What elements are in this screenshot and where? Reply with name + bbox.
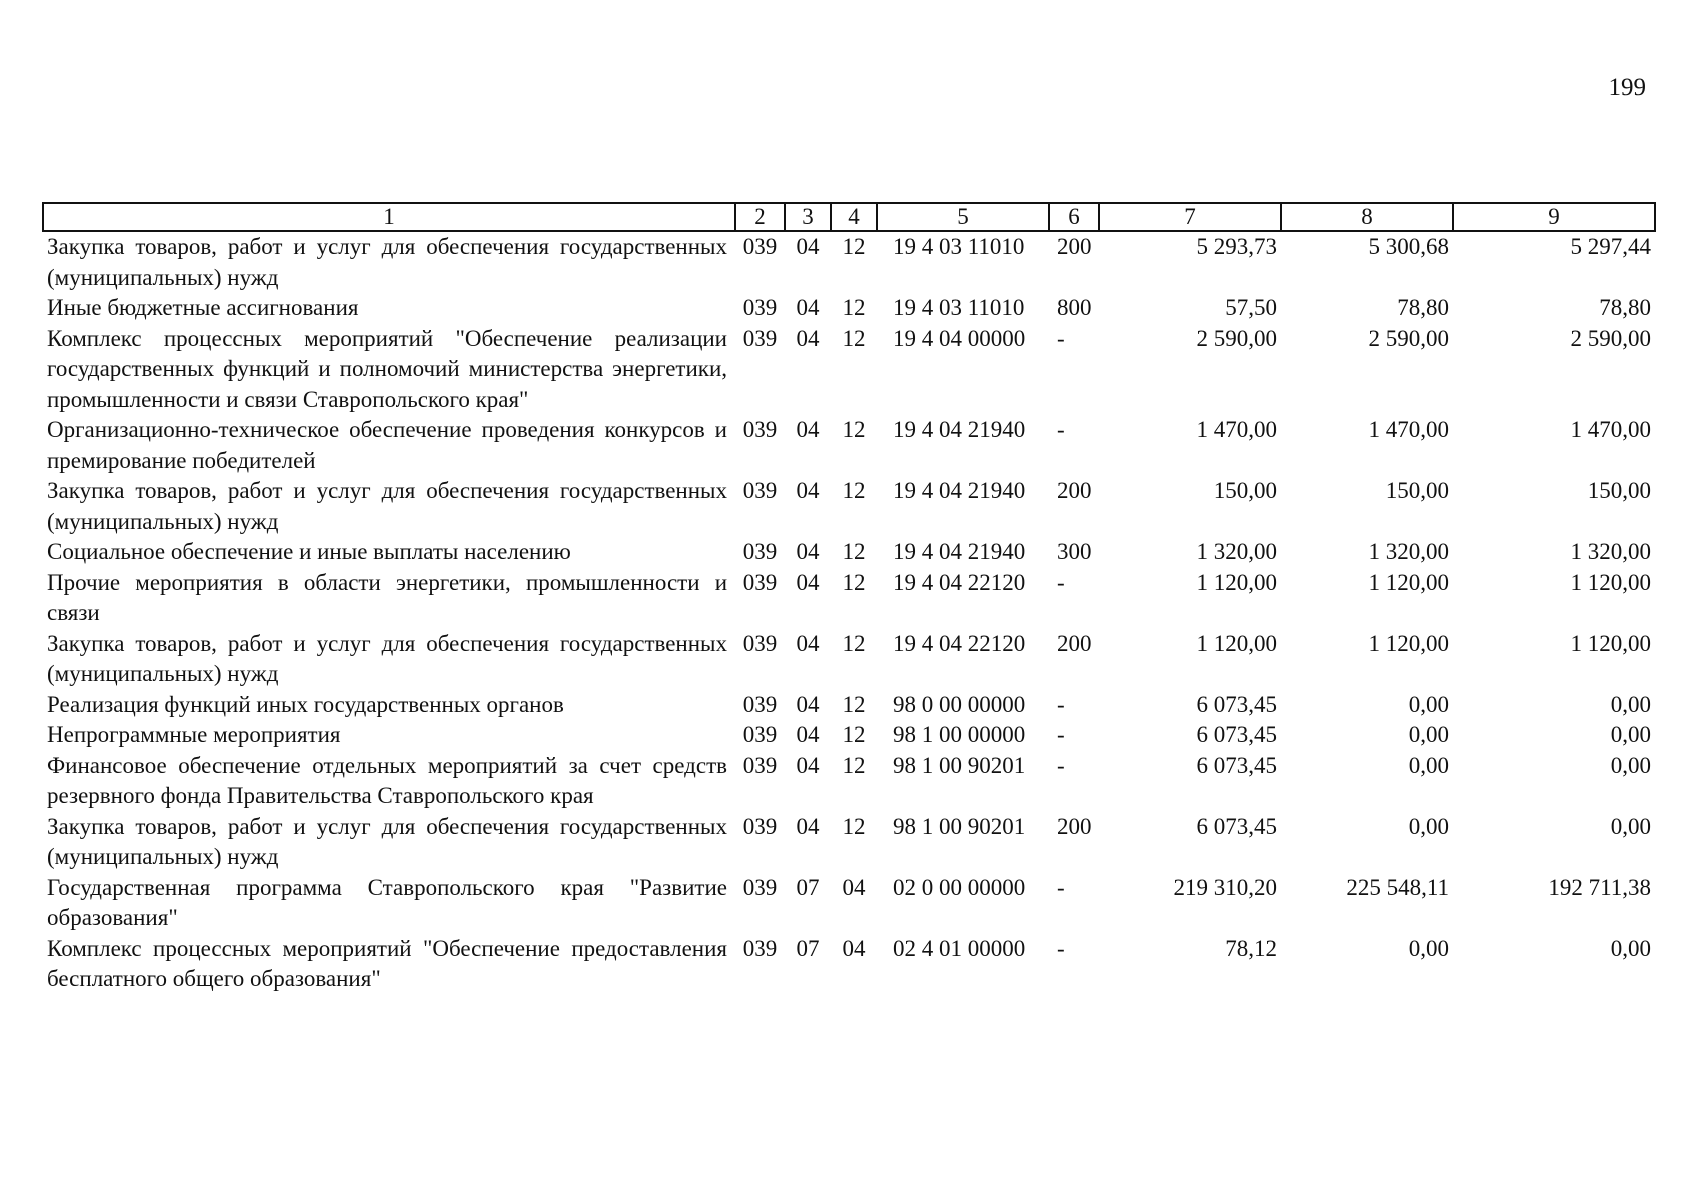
row-section: 04 bbox=[796, 539, 820, 564]
row-amount-7: 1 320,00 bbox=[1196, 539, 1277, 564]
row-code-ministry: 039 bbox=[742, 691, 778, 717]
row-amount-7: 1 120,00 bbox=[1196, 569, 1277, 595]
table-row bbox=[43, 690, 1655, 721]
row-amount-9: 78,80 bbox=[1599, 295, 1651, 320]
row-section: 04 bbox=[796, 630, 820, 656]
row-amount-8: 150,00 bbox=[1385, 478, 1449, 503]
row-expense-type: - bbox=[1057, 691, 1065, 717]
row-expense-type: - bbox=[1057, 417, 1065, 442]
row-name: Прочие мероприятия в области энергетики, промышленности и связи bbox=[47, 569, 727, 625]
row-subsection: 12 bbox=[842, 234, 866, 259]
row-name: Комплекс процессных мероприятий "Обеспечение реализации государственных функций и полномочий министерства энергетики, промышленности и связи Ставропольского края" bbox=[47, 325, 727, 412]
table-row bbox=[43, 873, 1655, 934]
header-col-7: 7 bbox=[1099, 203, 1281, 231]
row-amount-9: 1 120,00 bbox=[1570, 630, 1651, 656]
table-row bbox=[43, 568, 1655, 629]
row-expense-type: 300 bbox=[1057, 539, 1092, 564]
row-code-ministry: 039 bbox=[742, 630, 778, 656]
row-amount-7: 1 120,00 bbox=[1196, 630, 1277, 656]
row-section: 04 bbox=[796, 295, 820, 320]
row-amount-9: 150,00 bbox=[1587, 478, 1651, 503]
row-target-item: 19 4 03 11010 bbox=[893, 234, 1025, 259]
row-amount-8: 0,00 bbox=[1408, 691, 1449, 717]
row-code-ministry: 039 bbox=[742, 722, 778, 747]
page-number: 199 bbox=[1608, 74, 1646, 101]
row-amount-8: 1 120,00 bbox=[1368, 569, 1449, 595]
row-section: 04 bbox=[796, 752, 820, 778]
table-row bbox=[43, 934, 1655, 995]
row-expense-type: 200 bbox=[1057, 813, 1092, 839]
table-row bbox=[43, 476, 1655, 537]
row-amount-8: 0,00 bbox=[1408, 935, 1449, 961]
row-name: Финансовое обеспечение отдельных мероприятий за счет средств резервного фонда Правительства Ставропольского края bbox=[47, 752, 727, 808]
table-row bbox=[43, 629, 1655, 690]
row-code-ministry: 039 bbox=[742, 417, 778, 442]
row-name: Социальное обеспечение и иные выплаты населению bbox=[47, 539, 571, 564]
row-name: Реализация функций иных государственных органов bbox=[47, 691, 564, 717]
table-row bbox=[43, 537, 1655, 568]
row-name: Закупка товаров, работ и услуг для обеспечения государственных (муниципальных) нужд bbox=[47, 478, 727, 534]
row-amount-7: 150,00 bbox=[1213, 478, 1277, 503]
row-amount-7: 1 470,00 bbox=[1196, 417, 1277, 442]
row-subsection: 12 bbox=[842, 295, 866, 320]
row-code-ministry: 039 bbox=[742, 234, 778, 259]
row-amount-7: 6 073,45 bbox=[1196, 722, 1277, 747]
row-section: 04 bbox=[796, 234, 820, 259]
row-subsection: 12 bbox=[842, 752, 866, 778]
row-amount-7: 6 073,45 bbox=[1196, 813, 1277, 839]
row-target-item: 19 4 04 00000 bbox=[893, 325, 1026, 351]
row-amount-9: 1 120,00 bbox=[1570, 569, 1651, 595]
row-expense-type: - bbox=[1057, 325, 1065, 351]
row-section: 04 bbox=[796, 478, 820, 503]
row-code-ministry: 039 bbox=[742, 295, 778, 320]
row-target-item: 19 4 04 21940 bbox=[893, 539, 1026, 564]
row-target-item: 98 1 00 90201 bbox=[893, 813, 1026, 839]
row-expense-type: - bbox=[1057, 935, 1065, 961]
row-name: Организационно-техническое обеспечение проведения конкурсов и премирование победителей bbox=[47, 417, 727, 473]
row-subsection: 12 bbox=[842, 417, 866, 442]
row-expense-type: 200 bbox=[1057, 234, 1092, 259]
row-section: 04 bbox=[796, 569, 820, 595]
row-section: 07 bbox=[796, 874, 820, 900]
table-row bbox=[43, 812, 1655, 873]
row-subsection: 12 bbox=[842, 569, 866, 595]
row-amount-7: 6 073,45 bbox=[1196, 752, 1277, 778]
row-amount-8: 1 320,00 bbox=[1368, 539, 1449, 564]
row-amount-9: 5 297,44 bbox=[1570, 234, 1651, 259]
table-row bbox=[43, 720, 1655, 751]
row-amount-8: 1 470,00 bbox=[1368, 417, 1449, 442]
row-subsection: 12 bbox=[842, 630, 866, 656]
row-target-item: 19 4 04 21940 bbox=[893, 478, 1026, 503]
row-amount-9: 192 711,38 bbox=[1548, 874, 1651, 900]
row-code-ministry: 039 bbox=[742, 569, 778, 595]
row-target-item: 19 4 04 22120 bbox=[893, 569, 1026, 595]
row-amount-7: 78,12 bbox=[1225, 935, 1277, 961]
row-expense-type: 200 bbox=[1057, 630, 1092, 656]
row-amount-8: 0,00 bbox=[1408, 752, 1449, 778]
row-section: 04 bbox=[796, 813, 820, 839]
row-target-item: 19 4 03 11010 bbox=[893, 295, 1025, 320]
row-target-item: 02 4 01 00000 bbox=[893, 935, 1026, 961]
row-amount-7: 2 590,00 bbox=[1196, 325, 1277, 351]
row-target-item: 02 0 00 00000 bbox=[893, 874, 1026, 900]
row-amount-7: 5 293,73 bbox=[1196, 234, 1277, 259]
row-amount-9: 1 470,00 bbox=[1570, 417, 1651, 442]
row-section: 04 bbox=[796, 417, 820, 442]
row-amount-8: 2 590,00 bbox=[1368, 325, 1449, 351]
row-subsection: 12 bbox=[842, 539, 866, 564]
row-amount-9: 0,00 bbox=[1610, 722, 1651, 747]
header-col-4: 4 bbox=[831, 203, 877, 231]
header-col-8: 8 bbox=[1281, 203, 1453, 231]
row-section: 04 bbox=[796, 722, 820, 747]
row-amount-9: 0,00 bbox=[1610, 935, 1651, 961]
row-amount-8: 225 548,11 bbox=[1346, 874, 1449, 900]
header-col-1: 1 bbox=[43, 203, 735, 231]
row-code-ministry: 039 bbox=[742, 813, 778, 839]
row-amount-9: 2 590,00 bbox=[1570, 325, 1651, 351]
row-name: Комплекс процессных мероприятий "Обеспечение предоставления бесплатного общего образования" bbox=[47, 935, 727, 991]
row-amount-8: 1 120,00 bbox=[1368, 630, 1449, 656]
row-code-ministry: 039 bbox=[742, 752, 778, 778]
row-section: 04 bbox=[796, 325, 820, 351]
row-amount-9: 0,00 bbox=[1610, 691, 1651, 717]
row-code-ministry: 039 bbox=[742, 478, 778, 503]
row-expense-type: - bbox=[1057, 752, 1065, 778]
table-row bbox=[43, 415, 1655, 476]
header-col-5: 5 bbox=[877, 203, 1049, 231]
row-name: Иные бюджетные ассигнования bbox=[47, 295, 359, 320]
row-name: Закупка товаров, работ и услуг для обеспечения государственных (муниципальных) нужд bbox=[47, 630, 727, 686]
row-target-item: 19 4 04 21940 bbox=[893, 417, 1026, 442]
row-target-item: 19 4 04 22120 bbox=[893, 630, 1026, 656]
table-row bbox=[43, 751, 1655, 812]
row-expense-type: 200 bbox=[1057, 478, 1092, 503]
header-row bbox=[43, 203, 1655, 231]
row-amount-7: 219 310,20 bbox=[1173, 874, 1277, 900]
row-subsection: 04 bbox=[842, 874, 866, 900]
row-name: Закупка товаров, работ и услуг для обеспечения государственных (муниципальных) нужд bbox=[47, 234, 727, 290]
row-amount-9: 1 320,00 bbox=[1570, 539, 1651, 564]
row-expense-type: - bbox=[1057, 569, 1065, 595]
row-amount-8: 0,00 bbox=[1408, 722, 1449, 747]
row-amount-8: 5 300,68 bbox=[1368, 234, 1449, 259]
header-col-3: 3 bbox=[785, 203, 831, 231]
header-col-2: 2 bbox=[735, 203, 785, 231]
row-subsection: 12 bbox=[842, 722, 866, 747]
row-subsection: 12 bbox=[842, 691, 866, 717]
row-expense-type: - bbox=[1057, 874, 1065, 900]
row-amount-9: 0,00 bbox=[1610, 813, 1651, 839]
row-name: Закупка товаров, работ и услуг для обеспечения государственных (муниципальных) нужд bbox=[47, 813, 727, 869]
row-code-ministry: 039 bbox=[742, 874, 778, 900]
budget-table bbox=[42, 202, 1656, 995]
row-expense-type: - bbox=[1057, 722, 1065, 747]
row-section: 04 bbox=[796, 691, 820, 717]
row-target-item: 98 1 00 00000 bbox=[893, 722, 1026, 747]
row-amount-7: 6 073,45 bbox=[1196, 691, 1277, 717]
row-amount-7: 57,50 bbox=[1225, 295, 1277, 320]
table-row bbox=[43, 231, 1655, 293]
row-amount-8: 0,00 bbox=[1408, 813, 1449, 839]
table-row bbox=[43, 324, 1655, 416]
row-name: Непрограммные мероприятия bbox=[47, 722, 341, 747]
row-target-item: 98 1 00 90201 bbox=[893, 752, 1026, 778]
row-section: 07 bbox=[796, 935, 820, 961]
row-amount-9: 0,00 bbox=[1610, 752, 1651, 778]
row-name: Государственная программа Ставропольского края "Развитие образования" bbox=[47, 874, 727, 930]
row-code-ministry: 039 bbox=[742, 935, 778, 961]
row-amount-8: 78,80 bbox=[1397, 295, 1449, 320]
row-code-ministry: 039 bbox=[742, 325, 778, 351]
row-expense-type: 800 bbox=[1057, 295, 1092, 320]
row-target-item: 98 0 00 00000 bbox=[893, 691, 1026, 717]
row-subsection: 12 bbox=[842, 813, 866, 839]
header-col-6: 6 bbox=[1049, 203, 1099, 231]
row-subsection: 12 bbox=[842, 478, 866, 503]
header-col-9: 9 bbox=[1453, 203, 1655, 231]
row-subsection: 04 bbox=[842, 935, 866, 961]
table-row bbox=[43, 293, 1655, 324]
row-code-ministry: 039 bbox=[742, 539, 778, 564]
row-subsection: 12 bbox=[842, 325, 866, 351]
